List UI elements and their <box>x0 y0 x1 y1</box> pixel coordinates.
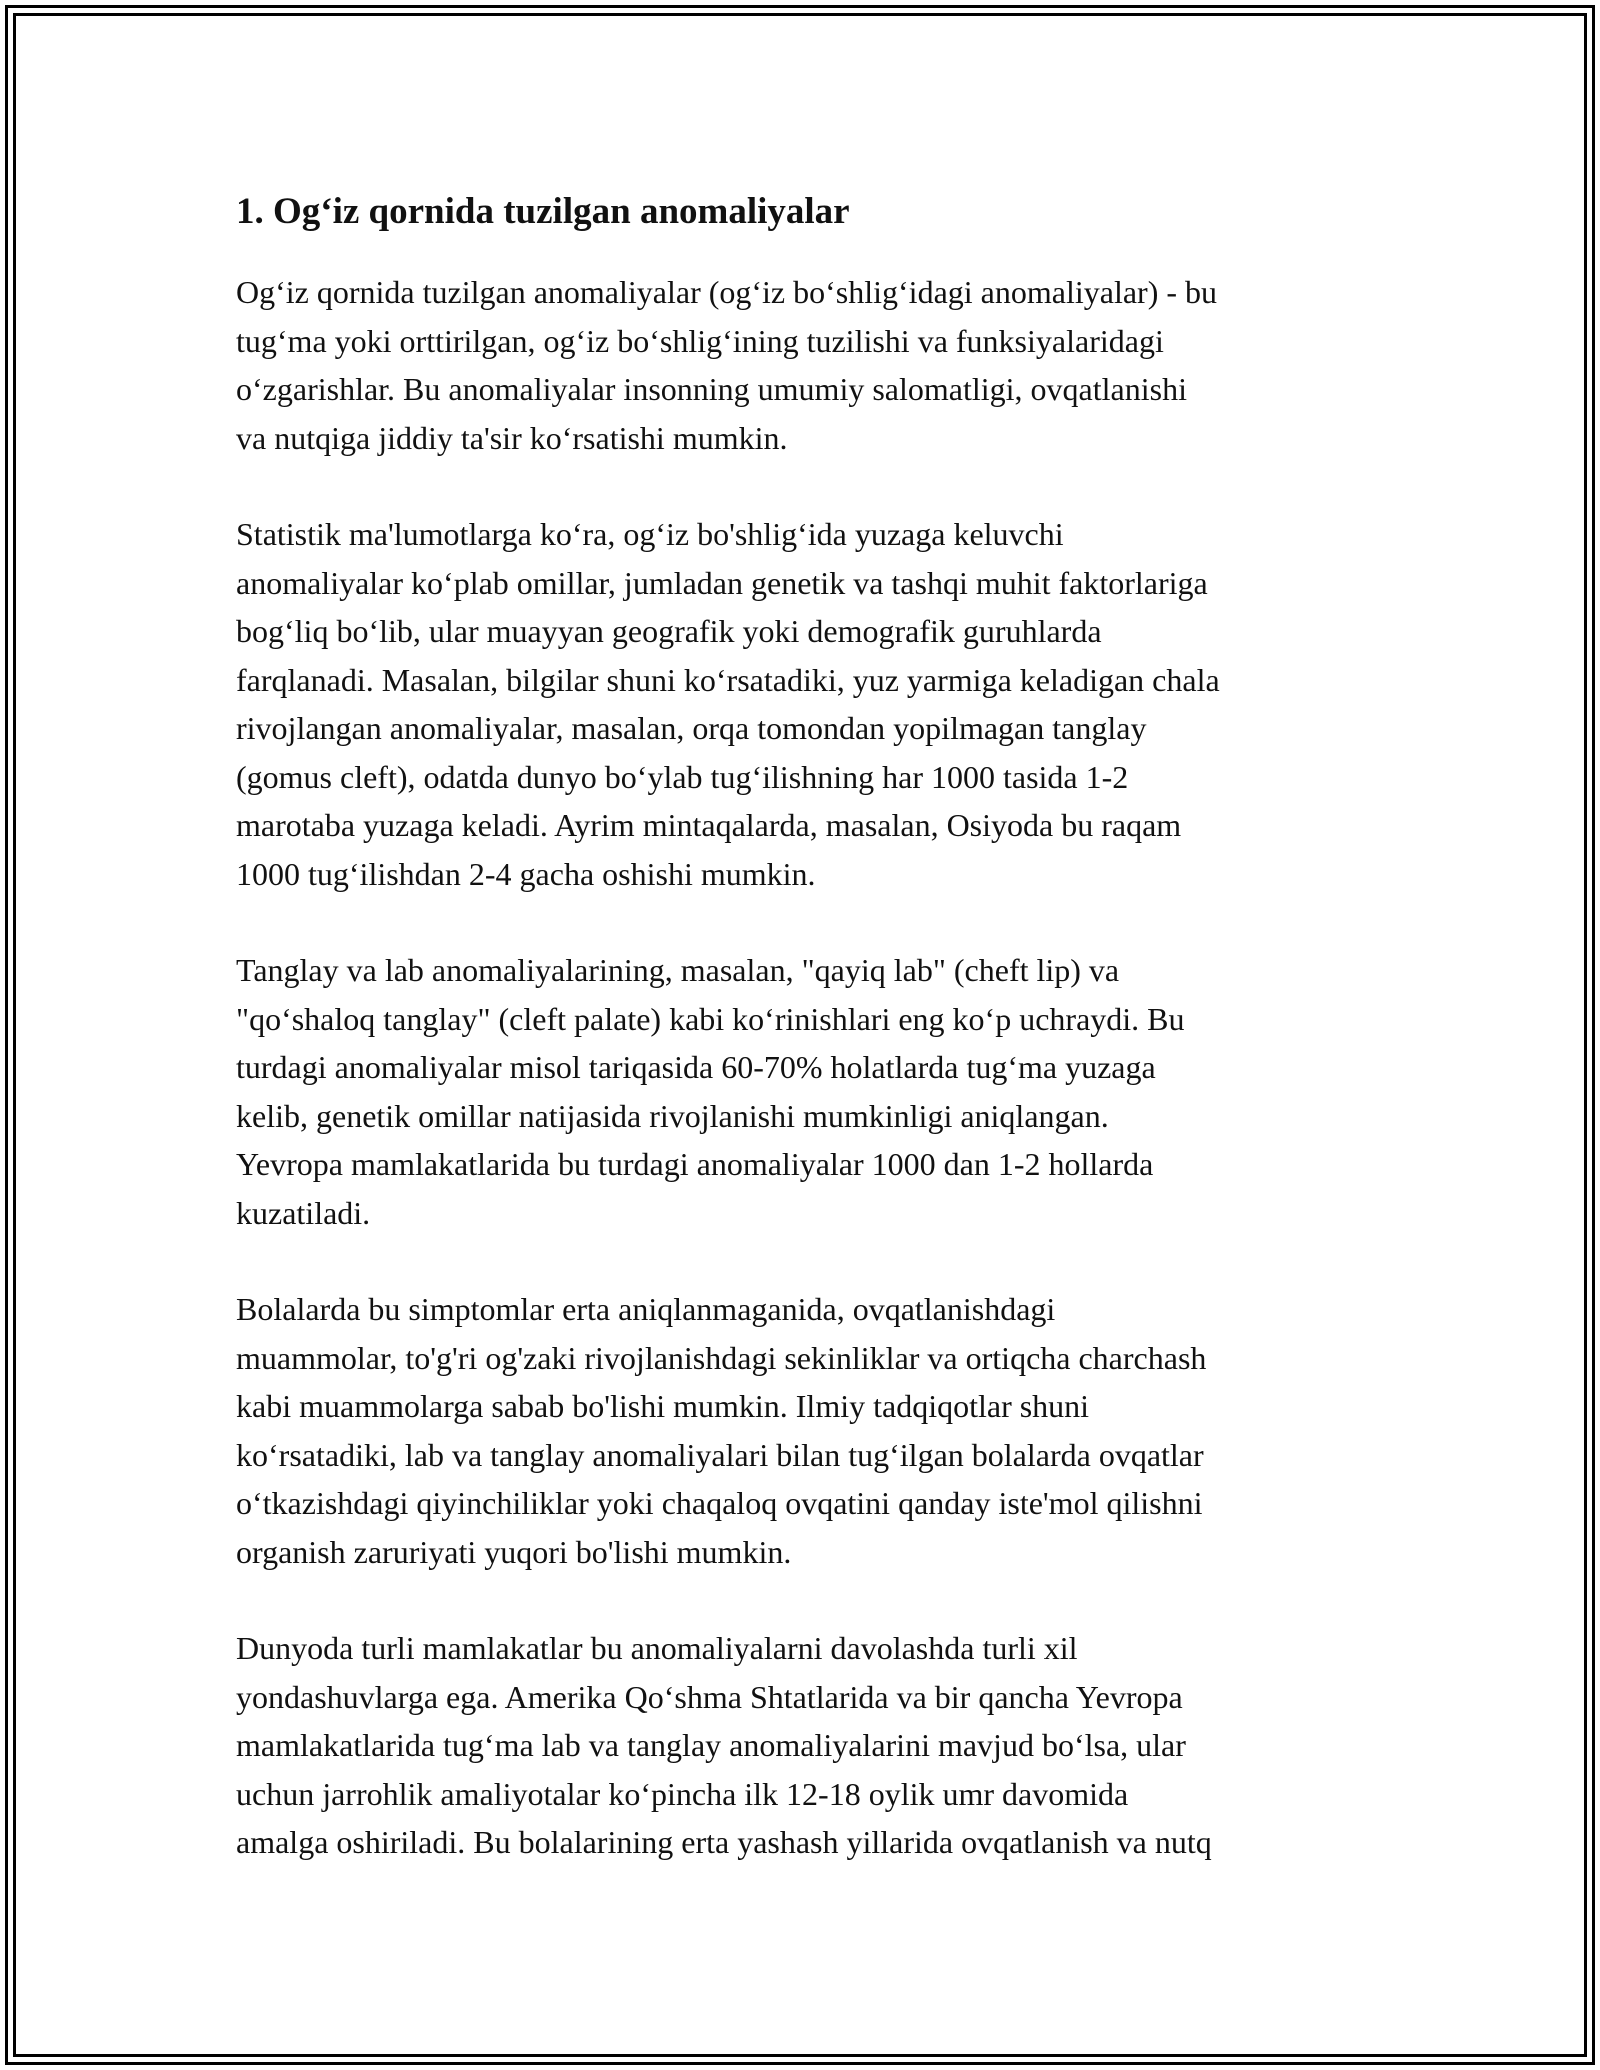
paragraph <box>236 946 1366 1237</box>
text-line: o‘tkazishdagi qiyinchiliklar yoki chaqaloq ovqatini qanday iste'mol qilishni <box>236 1485 1203 1521</box>
text-line: va nutqiga jiddiy ta'sir ko‘rsatishi mumkin. <box>236 419 788 456</box>
text-line: amalga oshiriladi. Bu bolalarining erta yashash yillarida ovqatlanish va nutq <box>236 1824 1212 1860</box>
paragraph <box>236 1285 1366 1576</box>
text-line: yondashuvlarga ega. Amerika Qo‘shma Shtatlarida va bir qancha Yevropa <box>236 1678 1183 1715</box>
text-line: muammolar, to'g'ri og'zaki rivojlanishdagi sekinliklar va ortiqcha charchash <box>236 1339 1207 1376</box>
text-line: o‘zgarishlar. Bu anomaliyalar insonning umumiy salomatligi, ovqatlanishi <box>236 371 1187 407</box>
text-line: bog‘liq bo‘lib, ular muayyan geografik yoki demografik guruhlarda <box>236 613 1102 649</box>
text-line: ko‘rsatadiki, lab va tanglay anomaliyalari bilan tug‘ilgan bolalarda ovqatlar <box>236 1436 1204 1473</box>
text-line: marotaba yuzaga keladi. Ayrim mintaqalarda, masalan, Osiyoda bu raqam <box>236 807 1182 843</box>
text-line: (gomus cleft), odatda dunyo bo‘ylab tug‘ilishning har 1000 tasida 1-2 <box>236 758 1129 795</box>
text-line: kabi muammolarga sabab bo'lishi mumkin. Ilmiy tadqiqotlar shuni <box>236 1388 1090 1424</box>
text-line: organish zaruriyati yuqori bo'lishi mumkin. <box>236 1533 792 1570</box>
text-line: anomaliyalar ko‘plab omillar, jumladan genetik va tashqi muhit faktorlariga <box>236 564 1208 601</box>
text-line: kuzatiladi. <box>236 1194 371 1231</box>
document-content <box>236 186 1366 1915</box>
text-line: uchun jarrohlik amaliyotalar ko‘pincha ilk 12-18 oylik umr davomida <box>236 1775 1129 1812</box>
text-line: Statistik ma'lumotlarga ko‘ra, og‘iz bo'shlig‘ida yuzaga keluvchi <box>236 516 1064 552</box>
text-line: mamlakatlarida tug‘ma lab va tanglay anomaliyalarini mavjud bo‘lsa, ular <box>236 1727 1186 1763</box>
text-line: rivojlangan anomaliyalar, masalan, orqa tomondan yopilmagan tanglay <box>236 710 1147 746</box>
text-line: Dunyoda turli mamlakatlar bu anomaliyalarni davolashda turli xil <box>236 1630 1078 1666</box>
text-line: Tanglay va lab anomaliyalarining, masalan, "qayiq lab" (cheft lip) va <box>236 952 1120 988</box>
text-line: Og‘iz qornida tuzilgan anomaliyalar (og‘iz bo‘shlig‘idagi anomaliyalar) - bu <box>236 274 1217 310</box>
text-line: "qo‘shaloq tanglay" (cleft palate) kabi ko‘rinishlari eng ko‘p uchraydi. Bu <box>236 1000 1185 1037</box>
text-line: farqlanadi. Masalan, bilgilar shuni ko‘rsatadiki, yuz yarmiga keladigan chala <box>236 661 1220 698</box>
text-line: Yevropa mamlakatlarida bu turdagi anomaliyalar 1000 dan 1-2 hollarda <box>236 1146 1154 1182</box>
paragraph <box>236 268 1366 462</box>
section-heading: 1. Og‘iz qornida tuzilgan anomaliyalar <box>236 191 850 232</box>
text-line: turdagi anomaliyalar misol tariqasida 60-70% holatlarda tug‘ma yuzaga <box>236 1049 1156 1085</box>
paragraph <box>236 1624 1366 1867</box>
text-line: tug‘ma yoki orttirilgan, og‘iz bo‘shlig‘ining tuzilishi va funksiyalaridagi <box>236 322 1164 359</box>
text-line: 1000 tug‘ilishdan 2-4 gacha oshishi mumkin. <box>236 855 816 892</box>
paragraph <box>236 510 1366 898</box>
paragraph-list <box>236 268 1366 1867</box>
text-line: kelib, genetik omillar natijasida rivojlanishi mumkinligi aniqlangan. <box>236 1097 1109 1134</box>
text-line: Bolalarda bu simptomlar erta aniqlanmaganida, ovqatlanishdagi <box>236 1291 1056 1327</box>
